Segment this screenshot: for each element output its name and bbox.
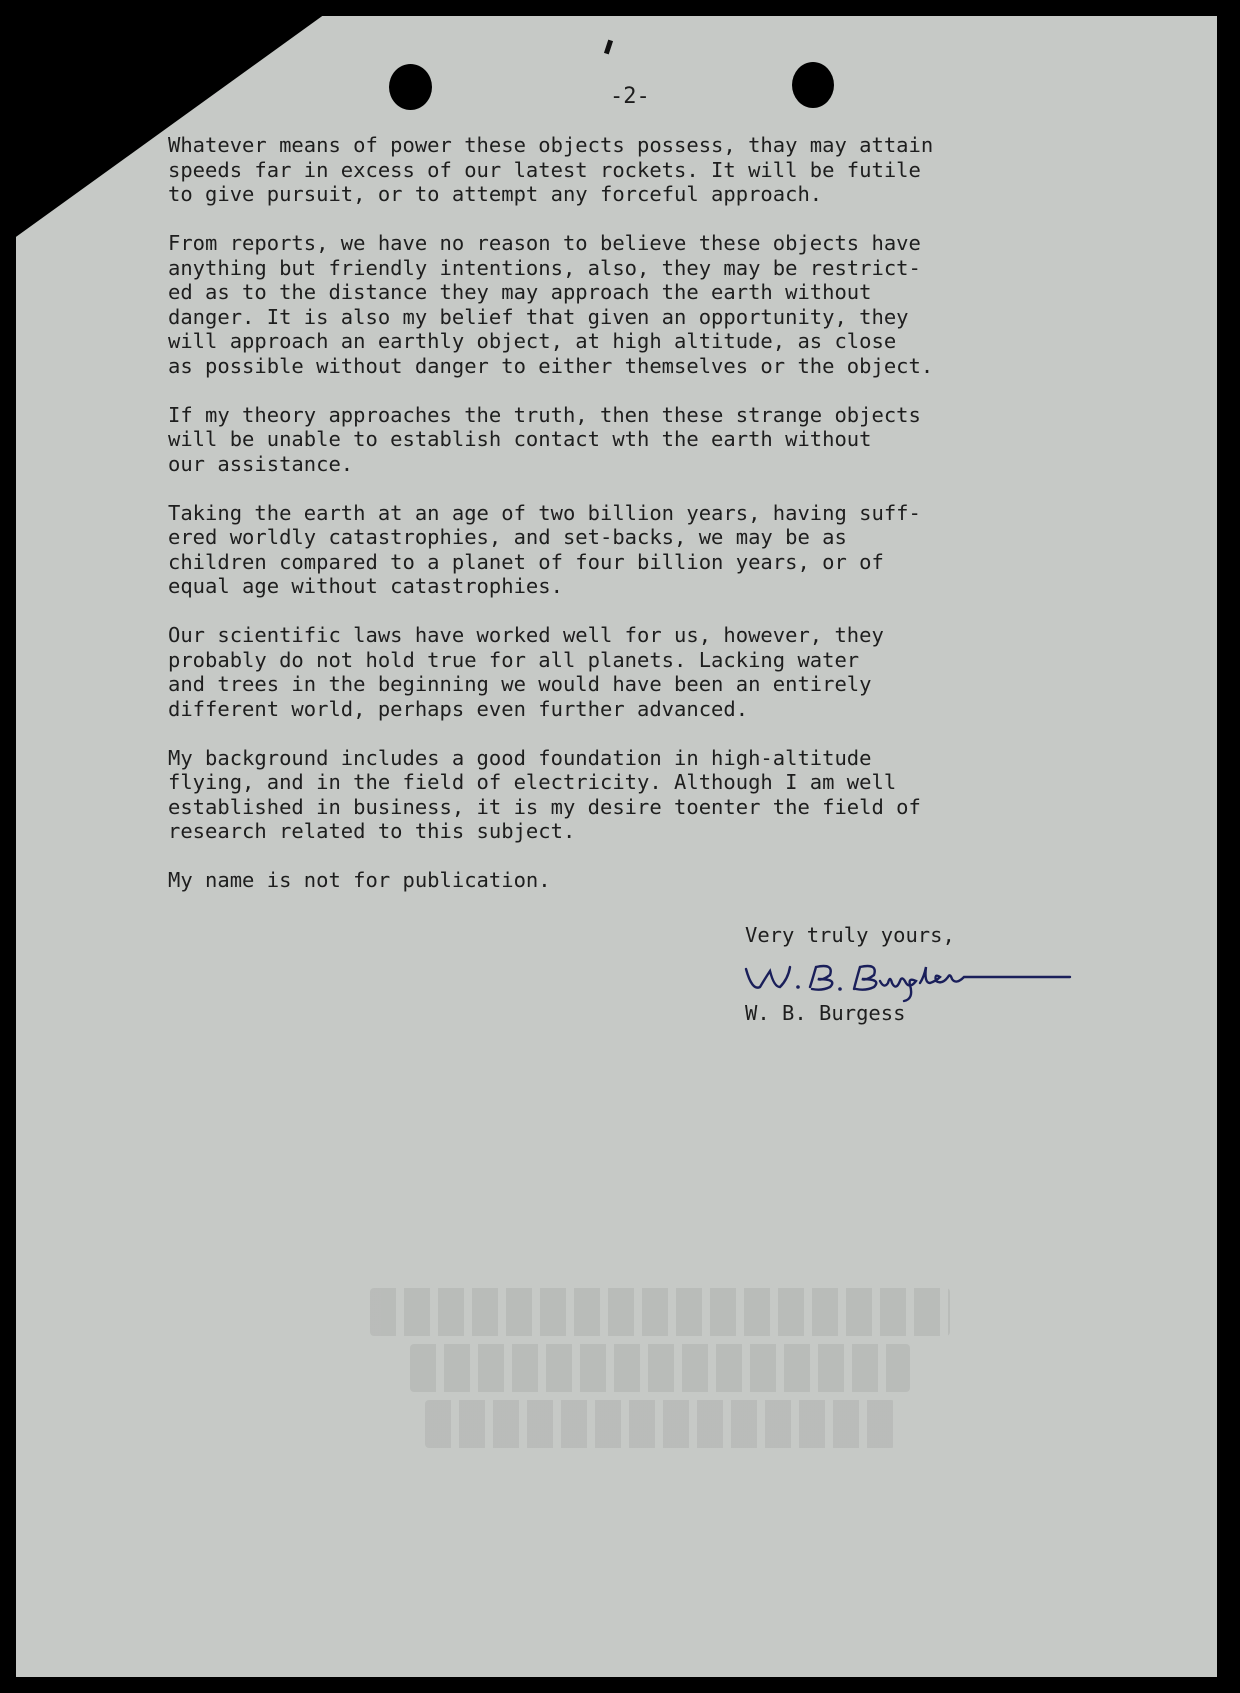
closing-salutation: Very truly yours, <box>745 923 955 947</box>
punch-hole-right <box>792 62 834 108</box>
paragraph-4: Taking the earth at an age of two billion years, having suff- ered worldly catastrophies, and set-backs, we may be as children compared to a planet of four billion years, or of equal age without catastrophies. <box>168 500 921 598</box>
paragraph-3: If my theory approaches the truth, then these strange objects will be unable to establish contact wth the earth without our assistance. <box>168 402 921 476</box>
letter-body <box>168 133 1098 917</box>
paragraph-1: Whatever means of power these objects possess, thay may attain speeds far in excess of our latest rockets. It will be futile to give pursuit, or to attempt any forceful approach. <box>168 133 934 206</box>
typed-name: W. B. Burgess <box>745 1001 906 1025</box>
punch-hole-left <box>389 64 432 110</box>
page-number: -2- <box>610 84 650 109</box>
paragraph-2: From reports, we have no reason to believe these objects have anything but friendly intentions, also, they may be restrict- ed as to the distance they may approach the earth without danger. It is also my belief that given an opportunity, they will approach an earthly object, at high altitude, as close as possible without danger to either themselves or the object. <box>168 231 934 378</box>
paragraph-7: My name is not for publication. <box>168 868 551 892</box>
paragraph-6: My background includes a good foundation in high-altitude flying, and in the field of electricity. Although I am well established in business, it is my desire toenter the field of research related to this subject. <box>168 745 921 843</box>
paragraph-5: Our scientific laws have worked well for us, however, they probably do not hold true for all planets. Lacking water and trees in the beginning we would have been an entirely different world, perhaps even further advanced. <box>168 623 884 721</box>
handwritten-signature <box>740 955 1080 1005</box>
